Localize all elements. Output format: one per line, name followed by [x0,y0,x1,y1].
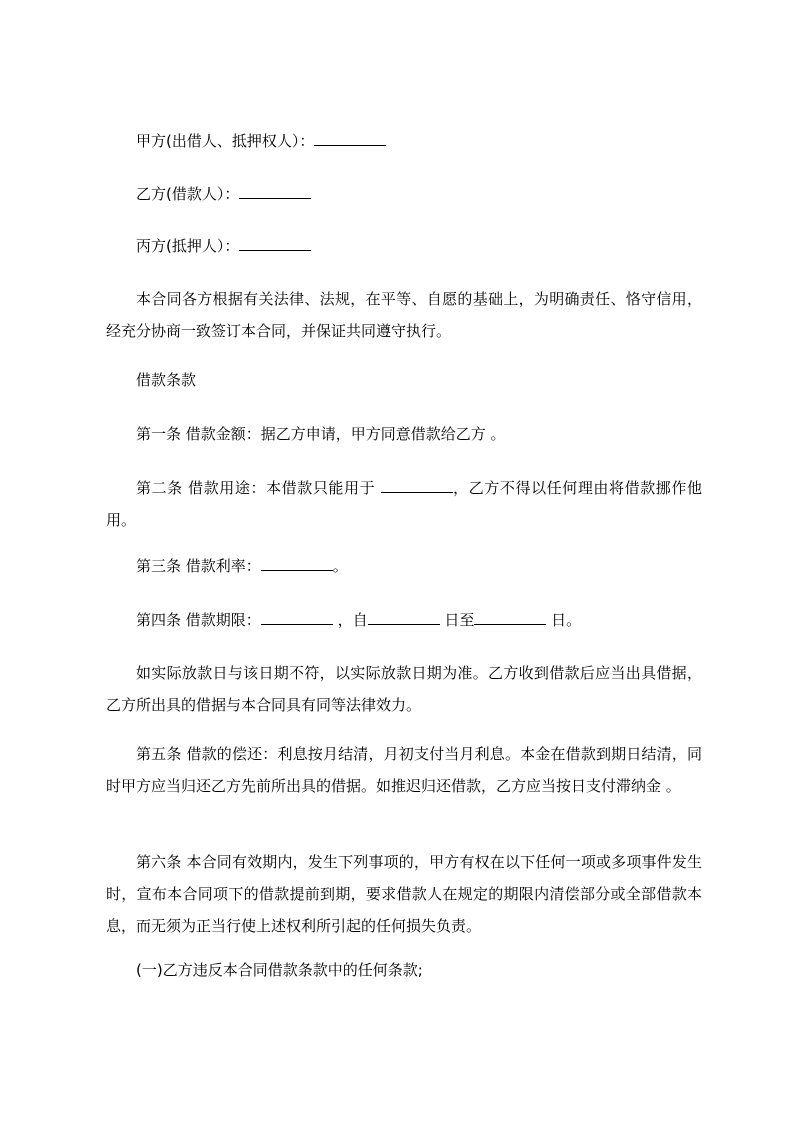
article-4-mid1: ，自 [337,611,368,629]
item-1: (一)乙方违反本合同借款条款中的任何条款; [136,961,423,979]
article-4-mid2: 日至 [444,611,475,629]
article-4-blank-end [474,607,546,625]
party-b-blank [239,181,311,199]
intro-paragraph: 本合同各方根据有关法律、法规，在平等、自愿的基础上，为明确责任、恪守信用，经充分协商一致签订本合同，并保证共同遵守执行。 [106,290,702,340]
article-5: 第五条 借款的偿还：利息按月结清，月初支付当月利息。本金在借款到期日结清，同时甲方应当归还乙方先前所出具的借据。如推迟归还借款，乙方应当按日支付滞纳金 。 [106,745,702,795]
article-3 [106,550,706,582]
party-a-label: 甲方(出借人、抵押权人）： [136,132,315,150]
article-6: 第六条 本合同有效期内，发生下列事项的，甲方有权在以下任何一项或多项事件发生时，宣布本合同项下的借款提前到期，要求借款人在规定的期限内清偿部分或全部借款本息，而无须为正当行使上述权利所引起的任何损失负责。 [106,853,702,935]
article-4-note: 如实际放款日与该日期不符，以实际放款日期为准。乙方收到借款后应当出具借据，乙方所出具的借据与本合同具有同等法律效力。 [106,664,702,714]
article-2-blank [381,475,453,493]
article-4-blank-term [261,607,333,625]
article-4 [106,604,706,636]
article-1: 第一条 借款金额：据乙方申请，甲方同意借款给乙方 。 [136,425,506,443]
party-b-label: 乙方(借款人）： [136,185,240,203]
party-c-label: 丙方(抵押人）： [136,237,240,255]
article-4-post: 日。 [551,611,582,629]
party-a-blank [314,128,386,146]
article-4-pre: 第四条 借款期限： [136,611,261,629]
party-c-line [106,230,706,262]
article-2 [106,472,702,536]
party-b-line [106,178,706,210]
article-2-pre: 第二条 借款用途：本借款只能用于 [136,479,376,497]
article-3-post: 。 [332,557,348,575]
article-3-blank [261,553,333,571]
article-4-blank-start [368,607,440,625]
party-c-blank [239,233,311,251]
article-2-post: ，乙方不得以任何理由将借款挪作他用。 [106,479,702,529]
article-3-pre: 第三条 借款利率： [136,557,261,575]
party-a-line [106,125,706,157]
section-title: 借款条款 [136,371,197,389]
